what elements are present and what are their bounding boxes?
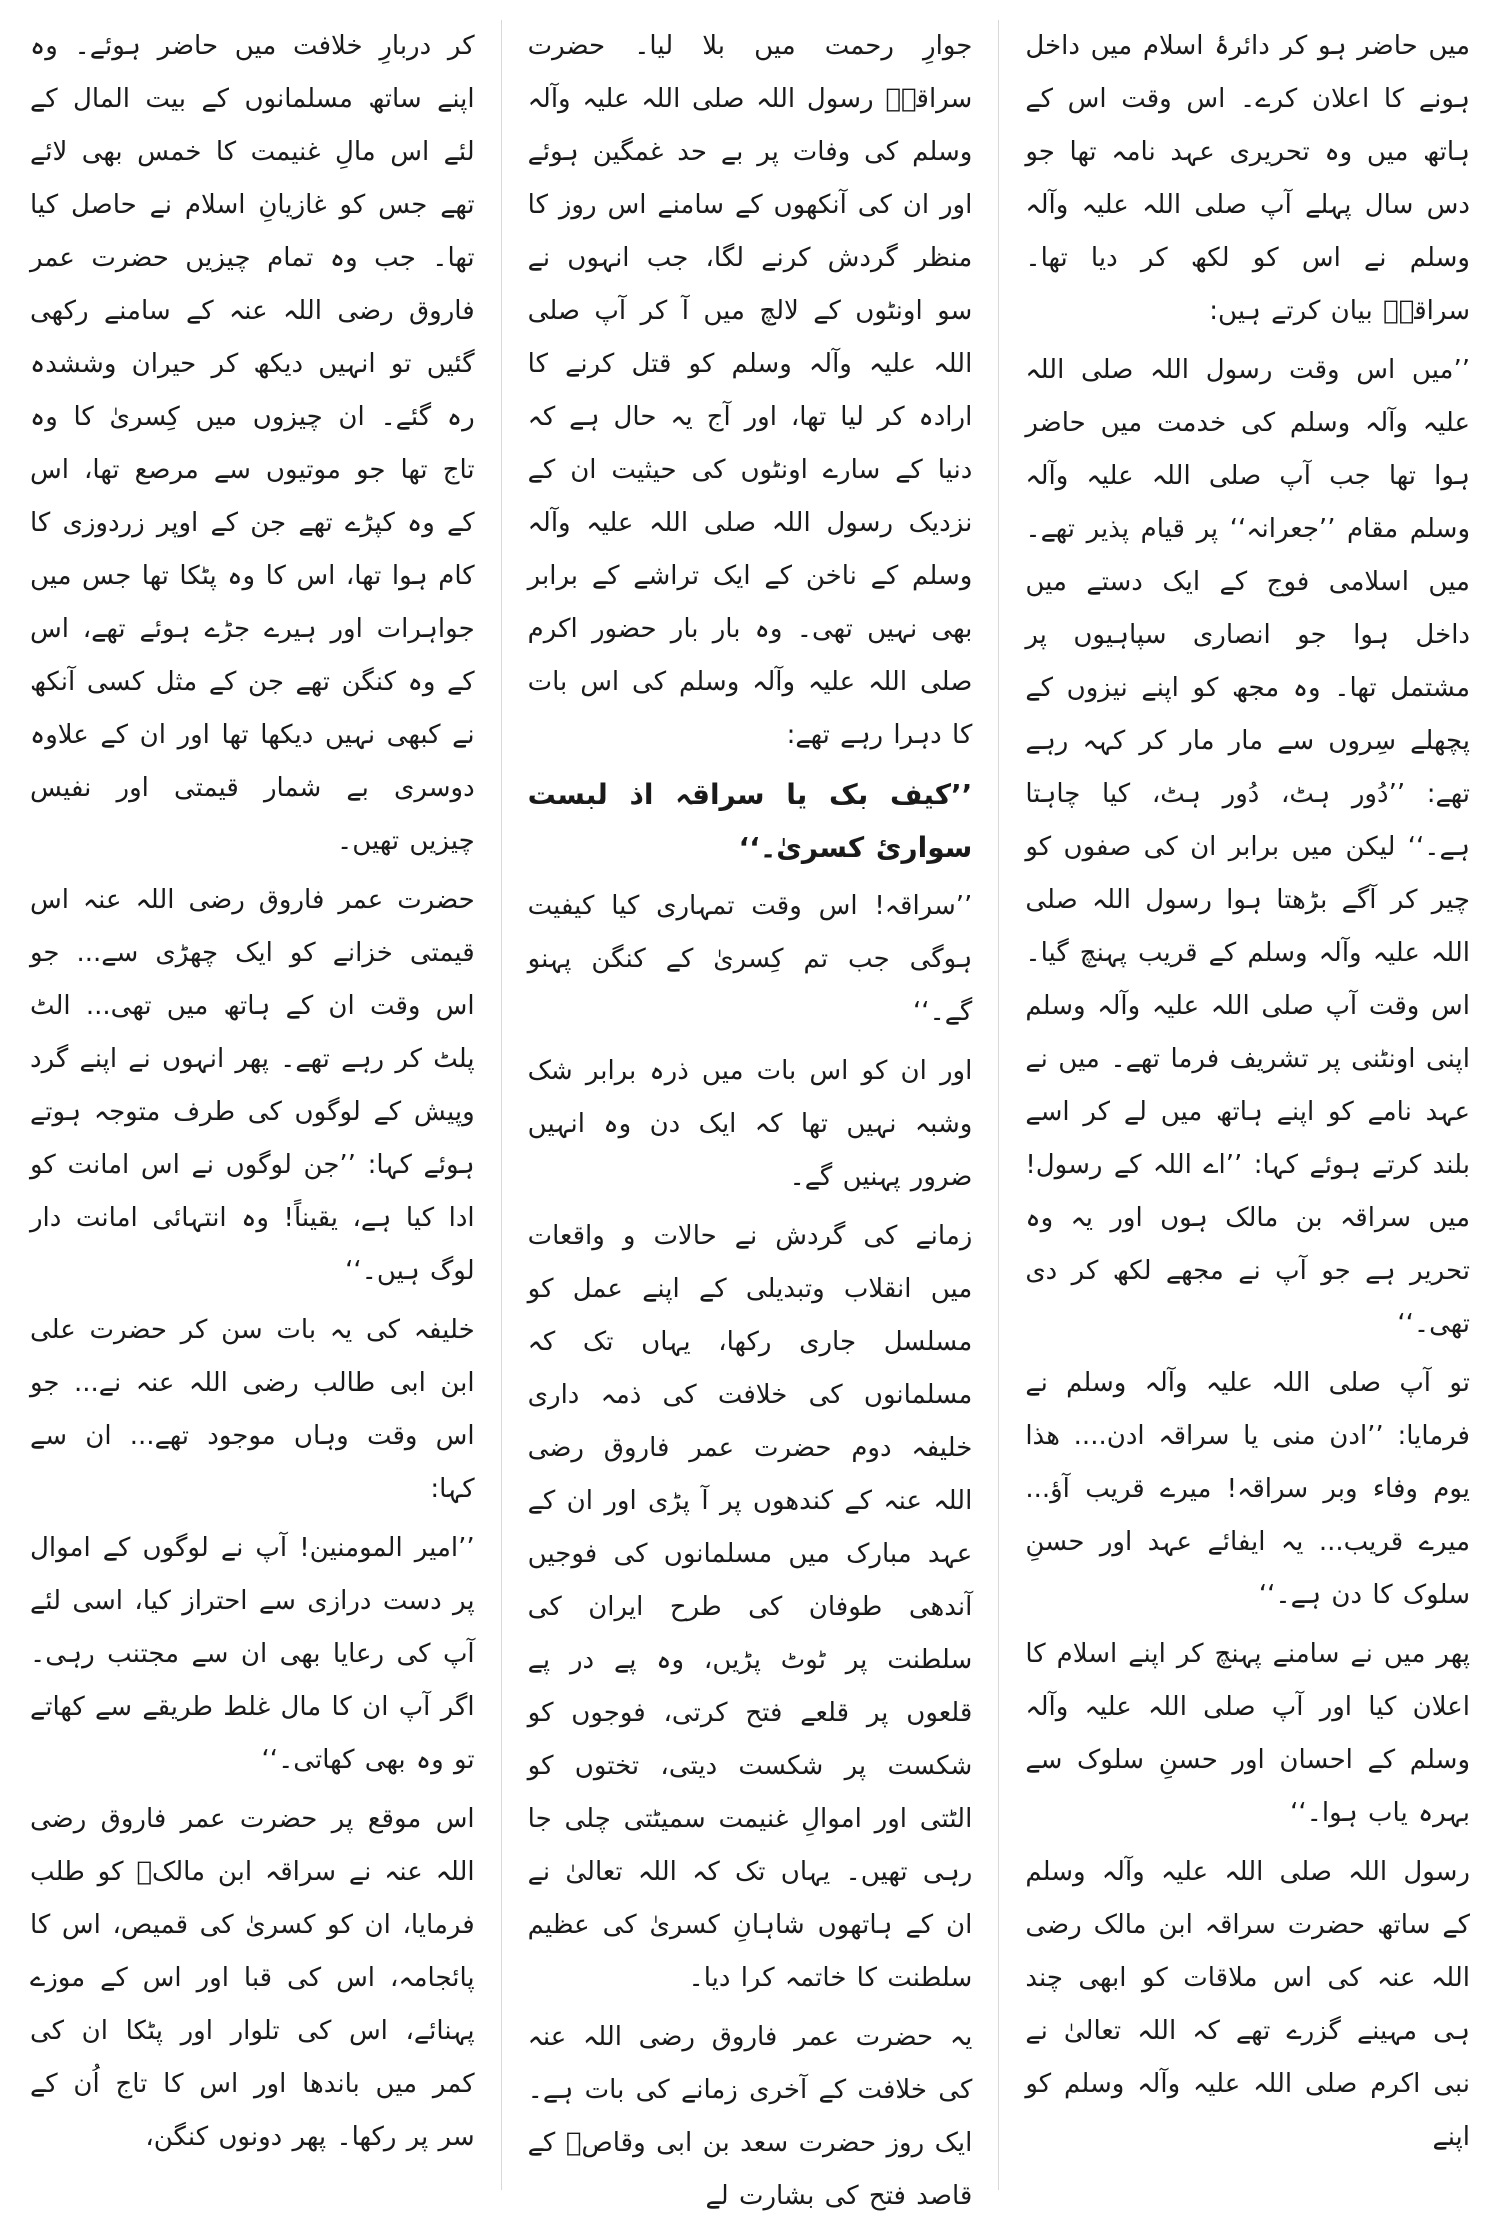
column-divider bbox=[998, 20, 999, 2190]
paragraph: جوارِ رحمت میں بلا لیا۔ حضرت سراقہؓ رسول اللہ صلی اللہ علیہ وآلہ وسلم کی وفات پر بے حد غمگین ہوئے اور ان کی آنکھوں کے سامنے اس روز کا منظر گردش کرنے لگا، جب انہوں نے سو اونٹوں کے لالچ میں آ کر آپ صلی اللہ علیہ وآلہ وسلم کو قتل کرنے کا ارادہ کر لیا تھا، اور آج یہ حال ہے کہ دنیا کے سارے اونٹوں کی حیثیت ان کے نزدیک رسول اللہ صلی اللہ علیہ وآلہ وسلم کے ناخن کے ایک تراشے کے برابر بھی نہیں تھی۔ وہ بار بار حضور اکرم صلی اللہ علیہ وآلہ وسلم کی اس بات کا دہرا رہے تھے: bbox=[527, 31, 973, 750]
text-column-left bbox=[30, 20, 475, 2190]
paragraph: زمانے کی گردش نے حالات و واقعات میں انقلاب وتبدیلی کے اپنے عمل کو مسلسل جاری رکھا، یہاں تک کہ مسلمانوں کی خلافت کی ذمہ داری خلیفہ دوم حضرت عمر فاروق رضی اللہ عنہ کے کندھوں پر آ پڑی اور ان کے عہد مبارک میں مسلمانوں کی فوجیں آندھی طوفان کی طرح ایران کی سلطنت پر ٹوٹ پڑیں، وہ پے در پے قلعوں پر قلعے فتح کرتی، فوجوں کو شکست پر شکست دیتی، تختوں کو الٹتی اور اموالِ غنیمت سمیٹتی چلی جا رہی تھیں۔ یہاں تک کہ اللہ تعالیٰ نے ان کے ہاتھوں شاہانِ کسریٰ کی عظیم سلطنت کا خاتمہ کرا دیا۔ bbox=[527, 1221, 973, 1993]
paragraph: خلیفہ کی یہ بات سن کر حضرت علی ابن ابی طالب رضی اللہ عنہ نے... جو اس وقت وہاں موجود تھے... ان سے کہا: bbox=[29, 1315, 475, 1504]
article-page bbox=[29, 20, 1470, 2211]
paragraph: میں حاضر ہو کر دائرۂ اسلام میں داخل ہونے کا اعلان کرے۔ اس وقت اس کے ہاتھ میں وہ تحریری عہد نامہ تھا جو دس سال پہلے آپ صلی اللہ علیہ وآلہ وسلم نے اس کو لکھ کر دیا تھا۔ سراقہؓ بیان کرتے ہیں: bbox=[1025, 31, 1470, 326]
paragraph: پھر میں نے سامنے پہنچ کر اپنے اسلام کا اعلان کیا اور آپ صلی اللہ علیہ وآلہ وسلم کے احسان اور حسنِ سلوک سے بہرہ یاب ہوا۔‘‘ bbox=[1025, 1639, 1470, 1828]
paragraph: اور ان کو اس بات میں ذرہ برابر شک وشبہ نہیں تھا کہ ایک دن وہ انہیں ضرور پہنیں گے۔ bbox=[527, 1056, 973, 1192]
paragraph: کر دربارِ خلافت میں حاضر ہوئے۔ وہ اپنے ساتھ مسلمانوں کے بیت المال کے لئے اس مالِ غنیمت کا خمس بھی لائے تھے جس کو غازیانِ اسلام نے حاصل کیا تھا۔ جب وہ تمام چیزیں حضرت عمر فاروق رضی اللہ عنہ کے سامنے رکھی گئیں تو انہیں دیکھ کر حیران وششدہ رہ گئے۔ ان چیزوں میں کِسریٰ کا وہ تاج تھا جو موتیوں سے مرصع تھا، اس کے وہ کپڑے تھے جن کے اوپر زردوزی کا کام ہوا تھا، اس کا وہ پٹکا تھا جس میں جواہرات اور ہیرے جڑے ہوئے تھے، اس کے وہ کنگن تھے جن کے مثل کسی آنکھ نے کبھی نہیں دیکھا تھا اور ان کے علاوہ دوسری بے شمار قیمتی اور نفیس چیزیں تھیں۔ bbox=[29, 31, 475, 856]
paragraph: تو آپ صلی اللہ علیہ وآلہ وسلم نے فرمایا: ’’ادن منی یا سراقہ ادن.... ھذا یوم وفاء وبر سراقہ! میرے قریب آؤ... میرے قریب... یہ ایفائے عہد اور حسنِ سلوک کا دن ہے۔‘‘ bbox=[1025, 1368, 1470, 1610]
paragraph: یہ حضرت عمر فاروق رضی اللہ عنہ کی خلافت کے آخری زمانے کی بات ہے۔ ایک روز حضرت سعد بن ابی وقاصؓ کے قاصد فتح کی بشارت لے bbox=[527, 2022, 973, 2211]
column-divider bbox=[501, 20, 502, 2190]
arabic-quote: ’’کیف بک یا سراقہ اذ لبست سوارئ کسریٰ۔‘‘ bbox=[527, 778, 973, 864]
paragraph: رسول اللہ صلی اللہ علیہ وآلہ وسلم کے ساتھ حضرت سراقہ ابن مالک رضی اللہ عنہ کی اس ملاقات کو ابھی چند ہی مہینے گزرے تھے کہ اللہ تعالیٰ نے نبی اکرم صلی اللہ علیہ وآلہ وسلم کو اپنے bbox=[1025, 1857, 1470, 2152]
text-column-right bbox=[1025, 20, 1470, 2190]
quote-paragraph: ’’امیر المومنین! آپ نے لوگوں کے اموال پر دست درازی سے احتراز کیا، اسی لئے آپ کی رعایا بھی ان سے مجتنب رہی۔ اگر آپ ان کا مال غلط طریقے سے کھاتے تو وہ بھی کھاتی۔‘‘ bbox=[29, 1533, 475, 1775]
paragraph: حضرت عمر فاروق رضی اللہ عنہ اس قیمتی خزانے کو ایک چھڑی سے... جو اس وقت ان کے ہاتھ میں تھی... الٹ پلٹ کر رہے تھے۔ پھر انہوں نے اپنے گرد وپیش کے لوگوں کی طرف متوجہ ہوتے ہوئے کہا: ’’جن لوگوں نے اس امانت کو ادا کیا ہے، یقیناً! وہ انتہائی امانت دار لوگ ہیں۔‘‘ bbox=[29, 885, 475, 1286]
quote-translation: ’’سراقہ! اس وقت تمہاری کیا کیفیت ہوگی جب تم کِسریٰ کے کنگن پہنو گے۔‘‘ bbox=[527, 891, 973, 1027]
paragraph: اس موقع پر حضرت عمر فاروق رضی اللہ عنہ نے سراقہ ابن مالکؓ کو طلب فرمایا، ان کو کسریٰ کی قمیص، اس کا پائجامہ، اس کی قبا اور اس کے موزے پہنائے، اس کی تلوار اور پٹکا ان کی کمر میں باندھا اور اس کا تاج اُن کے سر پر رکھا۔ پھر دونوں کنگن، bbox=[29, 1804, 475, 2152]
text-column-middle bbox=[527, 20, 973, 2211]
quote-paragraph: ’’میں اس وقت رسول اللہ صلی اللہ علیہ وآلہ وسلم کی خدمت میں حاضر ہوا تھا جب آپ صلی اللہ علیہ وآلہ وسلم مقام ’’جعرانہ‘‘ پر قیام پذیر تھے۔ میں اسلامی فوج کے ایک دستے میں داخل ہوا جو انصاری سپاہیوں پر مشتمل تھا۔ وہ مجھ کو اپنے نیزوں کے پچھلے سِروں سے مار مار کر کہہ رہے تھے: ’’دُور ہٹ، دُور ہٹ، کیا چاہتا ہے۔‘‘ لیکن میں برابر ان کی صفوں کو چیر کر آگے بڑھتا ہوا رسول اللہ صلی اللہ علیہ وآلہ وسلم کے قریب پہنچ گیا۔ اس وقت آپ صلی اللہ علیہ وآلہ وسلم اپنی اونٹنی پر تشریف فرما تھے۔ میں نے عہد نامے کو اپنے ہاتھ میں لے کر اسے بلند کرتے ہوئے کہا: ’’اے اللہ کے رسول! میں سراقہ بن مالک ہوں اور یہ وہ تحریر ہے جو آپ نے مجھے لکھ کر دی تھی۔‘‘ bbox=[1025, 355, 1470, 1339]
